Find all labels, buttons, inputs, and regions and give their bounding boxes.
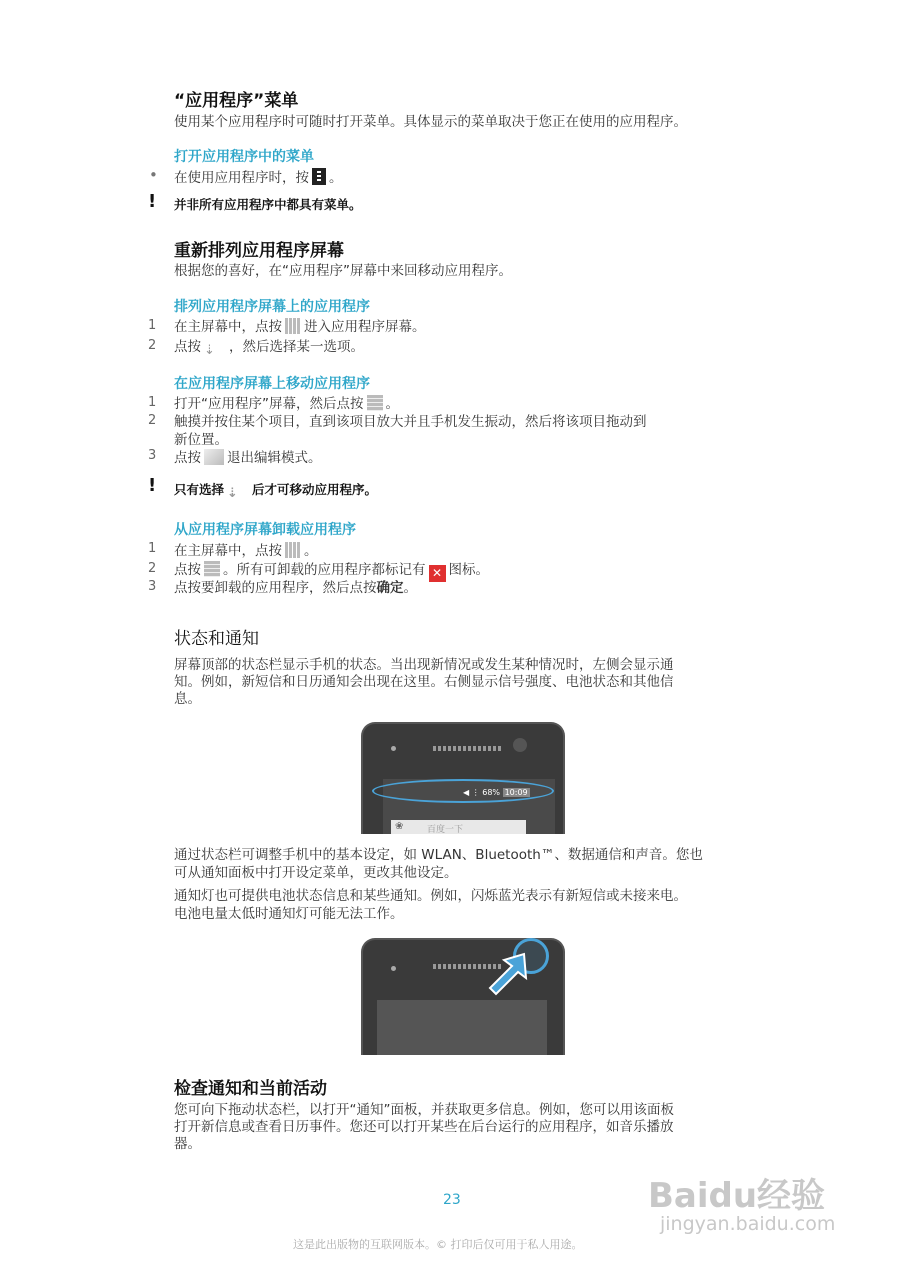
text: 。 <box>329 170 343 186</box>
subheading: 排列应用程序屏幕上的应用程序 <box>174 299 370 315</box>
step-number: 3 <box>148 579 157 594</box>
paragraph: 根据您的喜好，在“应用程序”屏幕中来回移动应用程序。 <box>174 263 512 279</box>
watermark-url: jingyan.baidu.com <box>660 1213 836 1235</box>
camera-icon <box>391 746 396 751</box>
step-number: 2 <box>148 338 157 353</box>
menu-key-icon <box>312 168 326 185</box>
paw-icon: ❀ <box>395 821 404 832</box>
step-text <box>174 579 417 597</box>
text: 后才可移动应用程序。 <box>252 482 378 497</box>
paragraph: 息。 <box>174 691 201 707</box>
text: 退出编辑模式。 <box>227 450 322 466</box>
bullet-text <box>174 168 343 187</box>
edit-grid-icon <box>204 561 220 577</box>
note <box>174 480 377 502</box>
step-number: 3 <box>148 448 157 463</box>
subheading: 在应用程序屏幕上移动应用程序 <box>174 376 370 392</box>
apps-grid-icon <box>285 542 301 558</box>
search-placeholder: 百度一下 <box>427 825 464 834</box>
text: 点按要卸载的应用程序，然后点按 <box>174 580 377 596</box>
text: 进入应用程序屏幕。 <box>304 319 426 335</box>
page-number: 23 <box>443 1192 461 1208</box>
text: 只有选择 <box>174 482 225 497</box>
sort-icon: ⇣ <box>204 343 215 358</box>
warning-icon: ! <box>148 191 157 212</box>
highlight-ellipse <box>372 779 554 803</box>
phone-screen <box>377 1000 547 1055</box>
bold-text: 确定 <box>376 580 404 596</box>
text: ，然后选择某一选项。 <box>229 339 364 355</box>
warning-icon: ! <box>148 475 157 496</box>
paragraph: 电池电量太低时通知灯可能无法工作。 <box>174 906 404 922</box>
subheading: 打开应用程序中的菜单 <box>174 149 314 165</box>
search-bar <box>391 820 526 834</box>
exit-edit-icon <box>204 449 224 465</box>
footer-notice: 这是此出版物的互联网版本。© 打印后仅可用于私人用途。 <box>293 1238 583 1251</box>
uninstall-x-icon: ✕ <box>429 565 446 582</box>
battery-text: 68% <box>482 788 501 797</box>
paragraph: 可从通知面板中打开设定菜单，更改其他设定。 <box>174 865 458 881</box>
step-text: 触摸并按住某个项目，直到该项目放大并且手机发生振动，然后将该项目拖动到 <box>174 414 647 430</box>
text: 。 <box>385 396 399 412</box>
step-text <box>174 449 322 467</box>
edit-grid-icon <box>367 395 383 411</box>
paragraph: 知。例如，新短信和日历通知会出现在这里。右侧显示信号强度、电池状态和其他信 <box>174 674 674 690</box>
section-title-status: 状态和通知 <box>174 629 259 649</box>
text: 在主屏幕中，点按 <box>174 319 282 335</box>
step-text <box>174 395 399 413</box>
step-number: 1 <box>148 318 157 333</box>
section-title-app-menu: “应用程序”菜单 <box>174 91 299 111</box>
paragraph: 通知灯也可提供电池状态信息和某些通知。例如，闪烁蓝光表示有新短信或未接来电。 <box>174 888 687 904</box>
step-number: 1 <box>148 395 157 410</box>
section-title-check-notifications: 检查通知和当前活动 <box>174 1079 327 1099</box>
camera-icon <box>391 966 396 971</box>
text: 点按 <box>174 339 201 355</box>
text: 点按 <box>174 562 201 578</box>
text: 在使用应用程序时，按 <box>174 170 309 186</box>
section-title-rearrange: 重新排列应用程序屏幕 <box>174 241 344 261</box>
step-number: 1 <box>148 541 157 556</box>
paragraph: 器。 <box>174 1136 201 1152</box>
volume-icon: ◀ <box>463 788 470 797</box>
arrow-icon <box>486 948 536 998</box>
signal-icon: ⋮ <box>471 788 480 797</box>
sort-icon: ⇣ <box>227 486 238 501</box>
text: 打开“应用程序”屏幕，然后点按 <box>174 396 364 412</box>
step-text <box>174 542 318 560</box>
paragraph: 打开新信息或查看日历事件。您还可以打开某些在后台运行的应用程序，如音乐播放 <box>174 1119 674 1135</box>
paragraph: 通过状态栏可调整手机中的基本设定，如 WLAN、Bluetooth™、数据通信和声音。您也 <box>174 847 703 863</box>
step-text: 新位置。 <box>174 432 228 448</box>
bullet-icon: • <box>149 166 158 184</box>
step-text <box>174 338 364 359</box>
paragraph: 使用某个应用程序时可随时打开菜单。具体显示的菜单取决于您正在使用的应用程序。 <box>174 114 687 130</box>
note: 并非所有应用程序中都具有菜单。 <box>174 197 362 212</box>
apps-grid-icon <box>285 318 301 334</box>
speaker-grille <box>433 746 501 751</box>
step-number: 2 <box>148 413 157 428</box>
text: 点按 <box>174 450 201 466</box>
text: 在主屏幕中，点按 <box>174 543 282 559</box>
text: 图标。 <box>448 562 489 578</box>
step-number: 2 <box>148 561 157 576</box>
text: 。 <box>304 543 318 559</box>
paragraph: 屏幕顶部的状态栏显示手机的状态。当出现新情况或发生某种情况时，左侧会显示通 <box>174 657 674 673</box>
text: 。所有可卸载的应用程序都标记有 <box>223 562 426 578</box>
text: 。 <box>403 580 417 596</box>
front-camera-icon <box>513 738 527 752</box>
watermark-logo: Baidu经验 <box>648 1176 826 1216</box>
paragraph: 您可向下拖动状态栏，以打开“通知”面板，并获取更多信息。例如，您可以用该面板 <box>174 1102 674 1118</box>
subheading: 从应用程序屏幕卸载应用程序 <box>174 522 356 538</box>
phone-statusbar-illustration <box>361 722 565 834</box>
time-text: 10:09 <box>504 788 528 797</box>
step-text <box>174 318 426 336</box>
